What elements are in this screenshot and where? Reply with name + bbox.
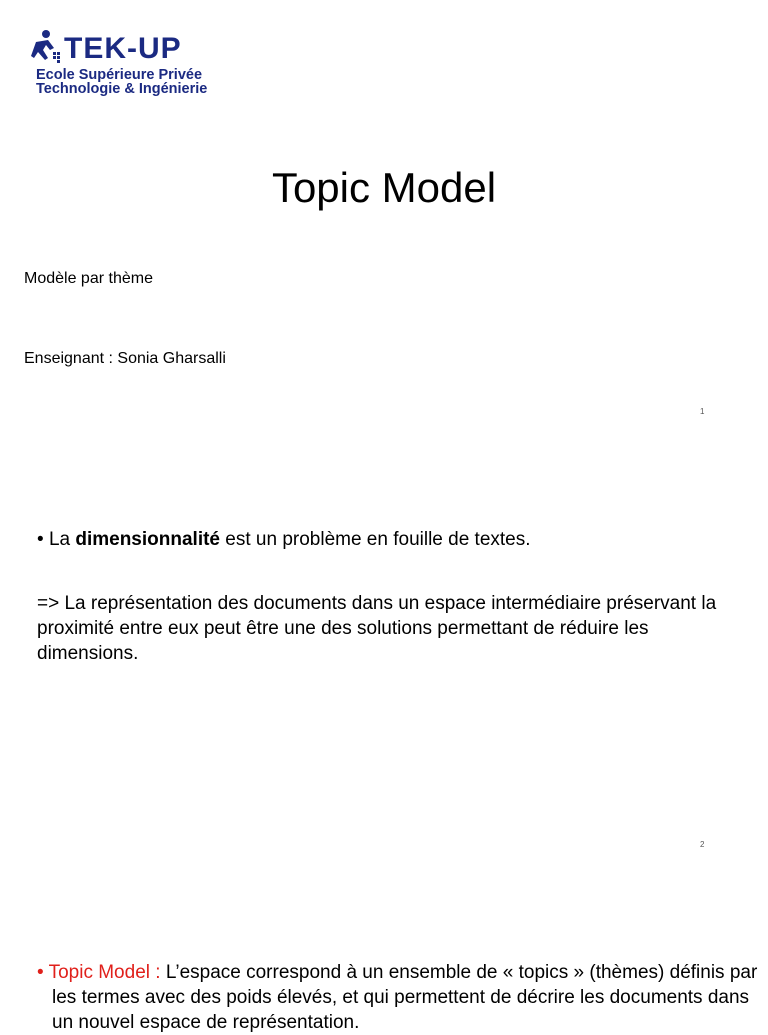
bullet-marker: • [37, 962, 49, 983]
bullet-marker: • [37, 529, 49, 550]
bullet-bold-term: dimensionnalité [75, 529, 220, 550]
page-number: 1 [700, 407, 705, 416]
slide-2 [0, 433, 768, 866]
paragraph-representation: => La représentation des documents dans un espace intermédiaire préservant la proximité entre eux peut être une des solutions permettant de réduire les dimensions. [37, 593, 717, 664]
teacher-name: Enseignant : Sonia Gharsalli [24, 350, 226, 367]
slide-subtitle: Modèle par thème [24, 270, 153, 287]
definition-term: Topic Model : [48, 962, 161, 983]
bullet-dimensionality [37, 527, 753, 552]
slide-1 [0, 0, 768, 433]
logo-line-2: Technologie & Ingénierie [36, 81, 208, 97]
logo-brand: TEK-UP [64, 32, 182, 65]
bullet-prefix: La [48, 529, 76, 550]
tekup-logo [26, 28, 226, 98]
page-number: 2 [700, 840, 705, 849]
logo-line-1: Ecole Supérieure Privée [36, 67, 203, 83]
slide-3 [0, 866, 768, 1033]
slide-title: Topic Model [271, 164, 497, 211]
logo-runner-icon [26, 28, 66, 68]
definition-text: L’espace correspond à un ensemble de « topics » (thèmes) définis par les termes avec des poids élevés, et qui permettent de décrire les documents dans un nouvel espace de représentation. [52, 962, 758, 1033]
bullet-suffix: est un problème en fouille de textes. [220, 529, 531, 550]
